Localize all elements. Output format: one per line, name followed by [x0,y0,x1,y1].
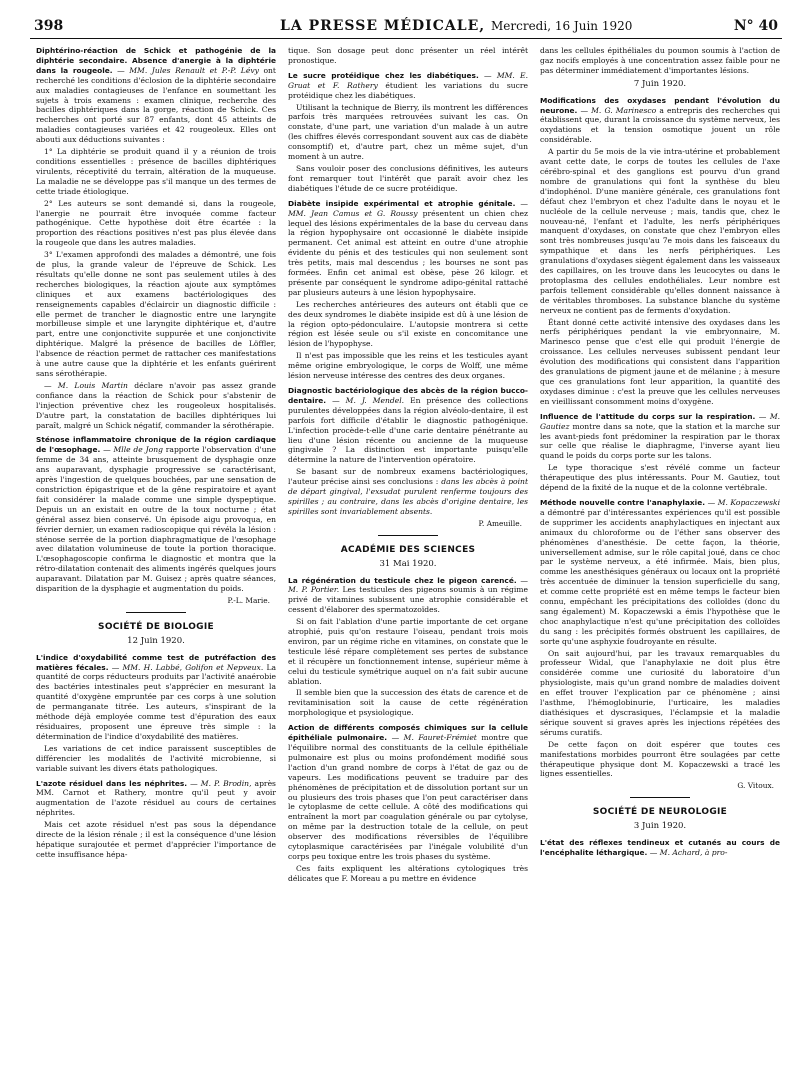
article-title: L'état des réflexes tendineux et cutanés au cours de l'encéphalite léthargique. [540,838,780,857]
paragraph: De cette façon on doit espérer que toutes ces manifestations morbides pourront être soulagées par cette thérapeutique physique dont M. Kopaczewski a tracé les lignes essentielles. [540,739,780,779]
article-title: Sténose inflammatoire chronique de la région cardiaque de l'œsophage. [36,435,276,455]
article-authors: — M. Kopaczewski [707,497,780,507]
paragraph: A partir du 5e mois de la vie intra-utérine et probablement avant cette date, le corps de toutes les cellules de l'axe cérébro-spinal et des ganglions est pourvu d'un grand nombre de granulations qui font la synthèse du bleu d'indophénol. D'une manière générale, ces granulations font défaut chez l'embryon et chez l'adulte dans le noyau et le nucléole de la cellule nerveuse ; mais, tandis que, chez le nouveau-né, l'enfant et l'adulte, les nerfs périphériques manquent d'oxydases, on constate que chez l'embryon elles sont très nombreuses jusqu'au 7e mois dans les faisceaux du sympathique et dans les nerfs périphériques. Les granulations d'oxydases siègent également dans les vaisseaux des capillaires, on les trouve dans les leucocytes ou dans le protoplasma des cellules endothéliales. Leur nombre est parfois tellement considérable qu'elles donnent naissance à de véritables thromboses. La substance blanche du système nerveux ne contient pas de ferments d'oxydation. [540,147,780,315]
article [288,723,528,862]
paragraph: 1° La diphtérie se produit quand il y a réunion de trois conditions essentielles : présence de bacilles diphtériques virulents, réceptivité du terrain, altération de la muqueuse. La maladie ne se développe pas s'il manque un des termes de cette triade étiologique. [36,147,276,196]
divider [378,535,438,536]
paragraph: Le type thoracique s'est révélé comme un facteur thérapeutique des plus intéressants. Pour M. Gautiez, tout dépend de la fixité de la nuque et de la colonne vertébrale. [540,463,780,493]
section-date: 31 Mai 1920. [379,558,437,569]
section-title: SOCIÉTÉ DE NEUROLOGIE [592,807,728,818]
paragraph: Les variations de cet indice paraissent susceptibles de différencier les modalités de l'activité microbienne, si variable suivant les divers états pathologiques. [36,743,276,773]
paragraph-text: Les testicules des pigeons soumis à un régime privé de vitamines subissent une atrophie considérable et cessent d'élaborer des spermatozoïdes. [288,585,528,615]
paragraph-text: après MM. Carnot et Rathery, montre qu'il peut y avoir augmentation de l'azote résiduel au cours de certaines néphrites. [36,778,276,818]
paragraph-text: a démontré par d'intéressantes expériences qu'il est possible de supprimer les accidents anaphylactiques en injectant aux animaux du chloroforme ou de l'éther sans observer des phénomènes d'anesthésie. De cette façon, la théorie, universellement admise, sur le rôle capital joué, dans ce choc par le système nerveux, a été infirmée. Mais, bien plus, comme les anesthésiques généraux ou locaux ont la propriété très accentuée de diminuer la tension superficielle du sang, et comme cette propriété est en même temps le facteur bien connu, empêchant les précipitations des colloïdes (donc du sang également) M. Kopaczewski a émis l'hypothèse que le choc anaphylactique n'est qu'une précipitation des colloïdes du sang : les précipités formés obstruent les capillaires, de sorte qu'une asphyxie foudroyante en résulte. [540,507,780,646]
author: — M. Louis Martin [44,380,128,390]
article-title: Le sucre protéidique chez les diabétiques. [288,70,479,80]
paragraph-text: déclare n'avoir pas assez grande confiance dans la réaction de Schick pour s'abstenir de l'injection préventive chez les rougeoleux hospitalisés. D'autre part, la constatation de bacilles diphtériques lui paraît, malgré un Schick négatif, commander la sérothérapie. [36,380,276,430]
paragraph-text: a entrepris des recherches qui établissent que, durant la croissance du système nerveux, les oxydations et la tension osmotique jouent un rôle considérable. [540,105,780,145]
article-title: Influence de l'attitude du corps sur la respiration. [540,411,756,421]
paragraph [288,467,528,517]
paragraph: Mais cet azote résiduel n'est pas sous la dépendance directe de la lésion rénale ; il est la conséquence d'une lésion hépatique surajoutée et permet d'apprécier l'importance de cette insuffisance hépa- [36,820,276,859]
page-header [30,12,782,39]
article-authors: — M. Achard, à pro- [649,847,728,857]
paragraph: dans les cellules épithéliales du poumon soumis à l'action de gaz nocifs employés à une concentration assez faible pour ne pas déterminer immédiatement d'importantes lésions. [540,46,780,75]
paragraph-text: Se basant sur de nombreux examens bactériologiques, l'auteur précise ainsi ses conclusions : [288,467,528,487]
page-number: 398 [34,18,64,34]
article-title: L'azote résiduel dans les néphrites. [36,778,188,788]
article-title: Méthode nouvelle contre l'anaphylaxie. [540,497,706,507]
article-authors: — M. P. Portier. [288,575,528,595]
signature: P. Ameuille. [478,518,522,528]
paragraph-text: La quantité de corps réducteurs produits par l'activité anaérobie des bactéries intestinales peut s'apprécier en mesurant la quantité d'oxygène empruntée par ces corps à une solution de permanganate titrée. Les auteurs, s'inspirant de la méthode déjà employée comme test d'épuration des eaux résiduaires, proposent une épreuve très simple : la détermination de l'indice d'oxydabilité des matières. [36,662,276,741]
article-authors: — M. G. Marinesco [580,105,657,115]
section-date: 12 Juin 1920. [127,635,185,646]
paragraph: Sans vouloir poser des conclusions définitives, les auteurs font remarquer tout l'intérêt que paraît avoir chez les diabétiques l'étude de ce sucre protéidique. [288,163,528,193]
article [36,46,276,145]
section-title: SOCIÉTÉ DE BIOLOGIE [98,621,214,632]
issue-number: N° 40 [733,18,778,34]
article-title: L'indice d'oxydabilité comme test de putréfaction des matières fécales. [36,652,276,672]
paragraph-text: montre dans sa note, que la station et la marche sur les avant-pieds font prédominer la respiration par le thorax sur celle que réalise le diaphragme, l'inverse ayant lieu quand le poids du corps porte sur les talons. [540,421,780,461]
paragraph: Les recherches antérieures des auteurs ont établi que ce des deux syndromes le diabète insipide est dû à une lésion de la région opto-pédonculaire. L'autopsie montrera si cette région est lésée seule ou s'il existe en concomitance une lésion de l'hypophyse. [288,299,528,349]
paragraph-text: En présence des collections purulentes développées dans la région alvéolo-dentaire, il est parfois fort difficile d'établir le diagnostic pathogénique. L'infection procède-t-elle d'une carie dentaire pénétrante au lieu d'une lésion récente ou ancienne de la muqueuse gingivale ? La distinction est importante puisqu'elle détermine la nature de l'intervention opératoire. [288,395,528,465]
article [288,199,528,298]
article-authors: — M. J. Mendel. [332,395,405,405]
divider [126,612,186,613]
article-authors: — M. P. Brodin, [190,778,252,788]
journal-title [280,18,632,34]
issue-date: Mercredi, 16 Juin 1920 [491,19,633,33]
article-authors: — Mlle de Jong [103,445,163,455]
article-title: Action de différents composés chimiques sur la cellule épithéliale pulmonaire. [288,723,528,743]
paragraph: Étant donné cette activité intensive des oxydases dans les nerfs périphériques pendant la vie embryonnaire, M. Marinesco pense que c'est elle qui produit l'énergie de croissance. Les cellules nerveuses subissent pendant leur évolution des modifications qui consistent dans l'apparition des granulations de pigment jaune et de mélanine ; à mesure que ces granulations font leur apparition, la quantité des oxydases diminue : c'est la preuve que les cellules nerveuses en vieillissant consomment moins d'oxygène. [540,317,780,406]
paragraph: Si on fait l'ablation d'une partie importante de cet organe atrophié, puis qu'on restaure l'oiseau, pendant trois mois environ, par un régime riche en vitamines, on constate que le testicule lésé répare complètement ses pertes de substance et il récupère un fonctionnement intense, supérieur même à celui du testicule symétrique auquel on n'a fait subir aucune ablation. [288,617,528,686]
paragraph: Utilisant la technique de Bierry, ils montrent les différences parfois très marquées retrouvées suivant les cas. On constate, d'une part, une variation d'un malade à un autre (les chiffres élevés correspondant souvent aux cas de diabète consomptif) et, d'autre part, chez un même sujet, d'un moment à un autre. [288,102,528,162]
column-2 [288,46,528,1074]
article [540,498,780,647]
paragraph: tique. Son dosage peut donc présenter un réel intérêt pronostique. [288,46,528,65]
article [36,435,276,594]
signature: P.-L. Marie. [227,595,270,605]
article-title: Diabète insipide expérimental et atrophie génitale. [288,198,516,208]
article-authors: — MM. H. Labbé, Golifon et Nepveux. [111,662,264,672]
section-title: ACADÉMIE DES SCIENCES [340,544,476,555]
paragraph: 2° Les auteurs se sont demandé si, dans la rougeole, l'anergie ne pourrait être invoquée comme facteur pathogénique. Cette hypothèse doit être écartée : la proportion des réactions positives n'est pas plus élevée dans la rougeole que dans les autres maladies. [36,198,276,248]
article-title: Modifications des oxydases pendant l'évolution du neurone. [540,95,780,115]
article [288,71,528,101]
article-title: Diagnostic bactériologique des abcès de la région bucco-dentaire. [288,386,528,405]
paragraph-text: montre que l'équilibre normal des constituants de la cellule épithéliale pulmonaire est plus ou moins profondément modifié sous l'action d'un grand nombre de corps à l'état de gaz ou de vapeurs. Les modifications peuvent se traduire par des phénomènes de précipitation et de dissolution portant sur un ou plusieurs des trois phases que l'on peut caractériser dans le cytoplasme de cette cellule. A côté des modifications qui entraînent la mort par coagulation générale ou par cytolyse, on même par la destruction totale de la cellule, on peut observer des modifications réversibles de l'équilibre cytoplasmique caractérisées par l'inégale volubilité d'un corps peu toxique entre les trois phases du système. [288,733,528,861]
section-date: 3 Juin 1920. [633,821,687,832]
article-authors: — M. Gautiez [540,411,780,431]
paragraph-text: rapporte l'observation d'une femme de 34 ans, atteinte brusquement de dysphagie onze ans auparavant, dysphagie progressive se caractérisant, après l'ingestion de quelques bouchées, par une sensation de constriction épigastrique et de la gêne respiratoire et ayant fait considérer la malade comme une simple dyspeptique. Depuis un an existait en outre de la toux nocturne ; état général assez bien conservé. Un épisode aigu provoqua, en février dernier, un examen radioscopique qui révéla la lésion : sténose serrée de la portion diaphragmatique de l'œsophage avec dilatation volumineuse de toute la portion thoracique. L'œsophagoscopie confirma le diagnostic et montra que la rétro-dilatation contenait des aliments ingérés quelques jours auparavant. Dilatation par M. Guisez ; après quatre séances, disparition de la dysphagie et augmentation du poids. [36,445,276,594]
journal-name: LA PRESSE MÉDICALE, [280,18,486,34]
article [540,96,780,146]
article [36,653,276,742]
article-authors: — MM. Jules Renault et P.-P. Lévy [117,65,259,75]
conclusion-italic: dans les abcès à point de départ gingival, l'exsudat purulent renferme toujours des spirilles ; au contraire, dans les abcès d'origine dentaire, les spirilles sont invariablement absents. [288,477,528,516]
article [540,412,780,462]
article-authors: — MM. Jean Camus et G. Roussy [288,198,528,218]
paragraph: Ces faits expliquent les altérations cytologiques très délicates que F. Moreau a pu mettre en évidence [288,863,528,883]
paragraph: Il semble bien que la succession des états de carence et de revitaminisation soit la cause de cette régénération morphologique et psysiologique. [288,688,528,718]
article-authors: — M. Fauret-Frémiet [391,733,477,743]
paragraph: ont recherché les conditions d'éclosion de la diphtérie secondaire aux maladies contagieuses de l'enfance en soumettant les sujets à trois examens : examen clinique, recherche des bacilles diphtériques dans la gorge, réaction de Schick. Ces recherches ont porté sur 87 enfants, dont 45 atteints de maladies contagieuses variées et 42 rougeoleux. Elles ont abouti aux déductions suivantes : [36,65,276,145]
article [540,838,780,858]
signature: G. Vitoux. [737,781,774,791]
article-authors: — MM. E. Gruat et F. Rathery [288,70,528,90]
paragraph-text: étudient les variations du sucre protéidique chez les diabétiques. [288,80,528,100]
article-title: La régénération du testicule chez le pigeon carencé. [288,575,517,585]
paragraph: 3° L'examen approfondi des malades a démontré, une fois de plus, la grande valeur de l'épreuve de Schick. Les résultats qu'elle donne ne sont pas seulement utiles à des recherches biologiques, la réaction ajoute aux symptômes cliniques et aux examens bactériologiques des renseignements capables d'éclaircir un diagnostic difficile : elle permet de trancher le diagnostic entre une laryngite morbilleuse simple et une laryngite diphtérique et, d'autre part, entre une conjonctivite suppurée et une conjonctivite diphtérique. Malgré la présence de bacilles de Löffler, l'absence de réaction permet de rattacher ces manifestations à une autre cause que la diphtérie et les enfants guérirent sans sérothérapie. [36,250,276,378]
column-3 [540,46,780,1074]
column-1 [36,46,276,1074]
paragraph: On sait aujourd'hui, par les travaux remarquables du professeur Widal, que l'anaphylaxie ne doit plus être considérée comme une curiosité du laboratoire d'un physiologiste, mais qu'un grand nombre de maladies doivent en effet trouver l'explication par ce phénomène ; ainsi l'asthme, l'hémoglobinurie, l'urticaire, les maladies diathésiques et dyscrasiques, l'éclampsie et la maladie sérique souvent si graves après les injections répétées des sérums curatifs. [540,648,780,737]
paragraph-text: présentent un chien chez lequel des lésions expérimentales de la base du cerveau dans la région hypophysaire ont occasionné le diabète insipide permanent. Cet animal est atteint en outre d'une atrophie évidente du pénis et des testicules qui non seulement sont très petits, mais mal descendus ; les bourses ne sont pas formées. Enfin cet animal est obèse, pèse 26 kilogr. et présente par conséquent le syndrome adipo-génital rattaché par plusieurs auteurs à une lésion hypophysaire. [288,208,528,297]
article [288,576,528,616]
paragraph [36,381,276,431]
section-date: 7 Juin 1920. [633,78,687,89]
article [36,779,276,819]
article [288,386,528,465]
article-title: Diphtérino-réaction de Schick et pathogénie de la diphtérie secondaire. Absence d'anergie à la diphtérie dans la rougeole. [36,46,276,75]
paragraph: Il n'est pas impossible que les reins et les testicules ayant même origine embryologique, le corps de Wolff, une même lésion nerveuse intéresse des centres des deux organes. [288,351,528,381]
divider [630,797,690,798]
